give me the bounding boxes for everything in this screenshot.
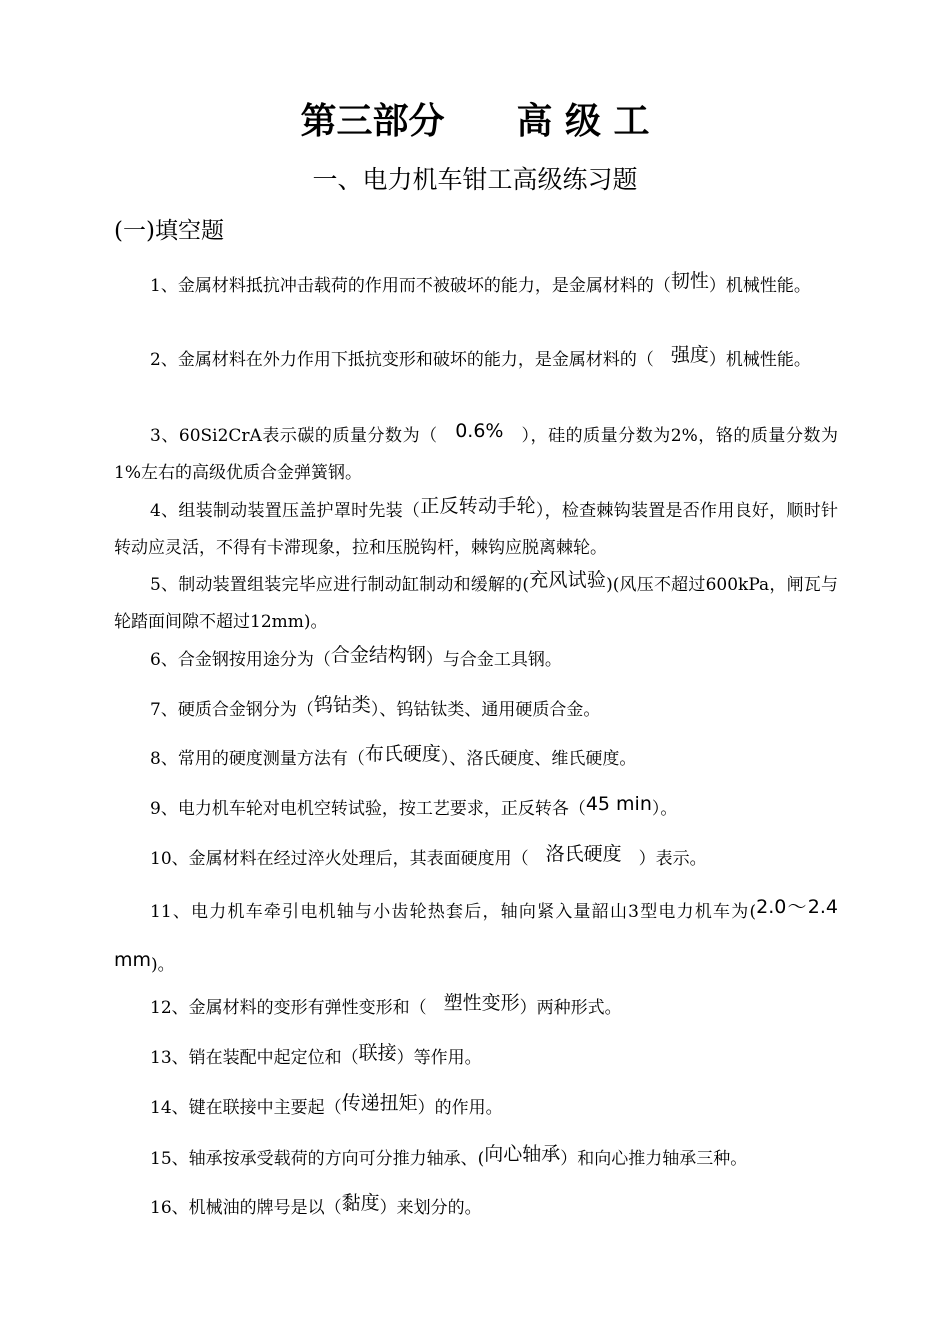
answer-text: 向心轴承 — [484, 1143, 561, 1165]
answer-text: 黏度 — [341, 1192, 380, 1214]
question-text: 4、组装制动装置压盖护罩时先装（ — [150, 501, 421, 521]
question-text: 6、合金钢按用途分为（ — [150, 650, 331, 670]
question-text: ）机械性能。 — [708, 276, 811, 296]
question-text: 3、60Si2CrA表示碳的质量分数为（ — [150, 426, 456, 446]
question-text: ）的作用。 — [417, 1098, 503, 1118]
question-text: 5、制动装置组装完毕应进行制动缸制动和缓解的( — [150, 575, 530, 595]
question-text: ），硅的质量分数为2%，铬的质量分数为1%左右的高级优质合金弹簧钢。 — [114, 426, 839, 483]
question-text: 2、金属材料在外力作用下抵抗变形和破坏的能力，是金属材料的（ — [150, 350, 671, 370]
question-text: 1、金属材料抵抗冲击载荷的作用而不被破坏的能力，是金属材料的（ — [150, 276, 671, 296]
question-text: 12、金属材料的变形有弹性变形和（ — [150, 998, 444, 1018]
answer-text: 强度 — [670, 344, 709, 366]
page-title: 第三部分 高 级 工 — [300, 101, 650, 142]
question-text: ）和向心推力轴承三种。 — [560, 1149, 748, 1169]
question-8 — [114, 740, 838, 778]
question-text: ）来划分的。 — [379, 1198, 482, 1218]
answer-text: 45 min — [585, 793, 652, 815]
question-9 — [114, 790, 838, 828]
question-text: ）、钨钴钛类、通用硬质合金。 — [370, 700, 601, 720]
answer-text: 0.6% — [455, 420, 504, 442]
question-11 — [114, 885, 838, 991]
answer-text: 塑性变形 — [443, 992, 520, 1014]
answer-text: 2.0～2.4 mm — [114, 896, 838, 971]
answer-text: 正反转动手轮 — [420, 495, 536, 517]
question-2 — [114, 341, 838, 379]
question-text: ）。 — [651, 799, 678, 819]
question-16 — [114, 1189, 838, 1227]
page-subtitle: 一、电力机车钳工高级练习题 — [312, 165, 638, 194]
question-text: )(风压不超过600kPa，闸瓦与轮踏面间隙不超过12mm)。 — [114, 575, 838, 632]
answer-text: 洛氏硬度 — [545, 843, 622, 865]
question-12 — [114, 989, 838, 1027]
question-6 — [114, 641, 838, 679]
question-text: 13、销在装配中起定位和（ — [150, 1048, 359, 1068]
question-text: 8、常用的硬度测量方法有（ — [150, 749, 365, 769]
question-text: )。 — [151, 955, 175, 975]
answer-text: 传递扭矩 — [341, 1092, 418, 1114]
question-text: 16、机械油的牌号是以（ — [150, 1198, 342, 1218]
question-text: ）两种形式。 — [519, 998, 622, 1018]
answer-text: 韧性 — [670, 270, 709, 292]
question-text: 7、硬质合金钢分为（ — [150, 700, 314, 720]
question-text: 9、电力机车轮对电机空转试验，按工艺要求，正反转各（ — [150, 799, 586, 819]
question-text: ），检查棘钩装置是否作用良好，顺时针转动应灵活，不得有卡滞现象，拉和压脱钩杆，棘钩应脱离棘轮。 — [114, 501, 838, 558]
answer-text: 合金结构钢 — [330, 644, 426, 666]
question-14 — [114, 1089, 838, 1127]
answer-text: 钨钴类 — [313, 694, 371, 716]
question-1 — [114, 267, 838, 305]
question-4 — [114, 492, 838, 567]
question-text: 10、金属材料在经过淬火处理后，其表面硬度用（ — [150, 849, 546, 869]
question-text: 15、轴承按承受载荷的方向可分推力轴承、( — [150, 1149, 485, 1169]
question-7 — [114, 691, 838, 729]
question-13 — [114, 1039, 838, 1077]
question-text: 14、键在联接中主要起（ — [150, 1098, 342, 1118]
question-text: 11、电力机车牵引电机轴与小齿轮热套后，轴向紧入量韶山3型电力机车为( — [150, 902, 757, 922]
question-10 — [114, 840, 838, 878]
question-text: ）机械性能。 — [708, 350, 811, 370]
answer-text: 联接 — [358, 1042, 397, 1064]
question-text: ）表示。 — [621, 849, 707, 869]
answer-text: 布氏硬度 — [364, 743, 441, 765]
question-3 — [114, 417, 838, 492]
question-text: ）与合金工具钢。 — [425, 650, 562, 670]
question-text: ）等作用。 — [396, 1048, 482, 1068]
answer-text: 充风试验 — [529, 569, 607, 591]
question-15 — [114, 1140, 838, 1178]
question-5 — [114, 566, 838, 641]
question-text: ）、洛氏硬度、维氏硬度。 — [440, 749, 637, 769]
section-heading: (一)填空题 — [114, 218, 224, 244]
